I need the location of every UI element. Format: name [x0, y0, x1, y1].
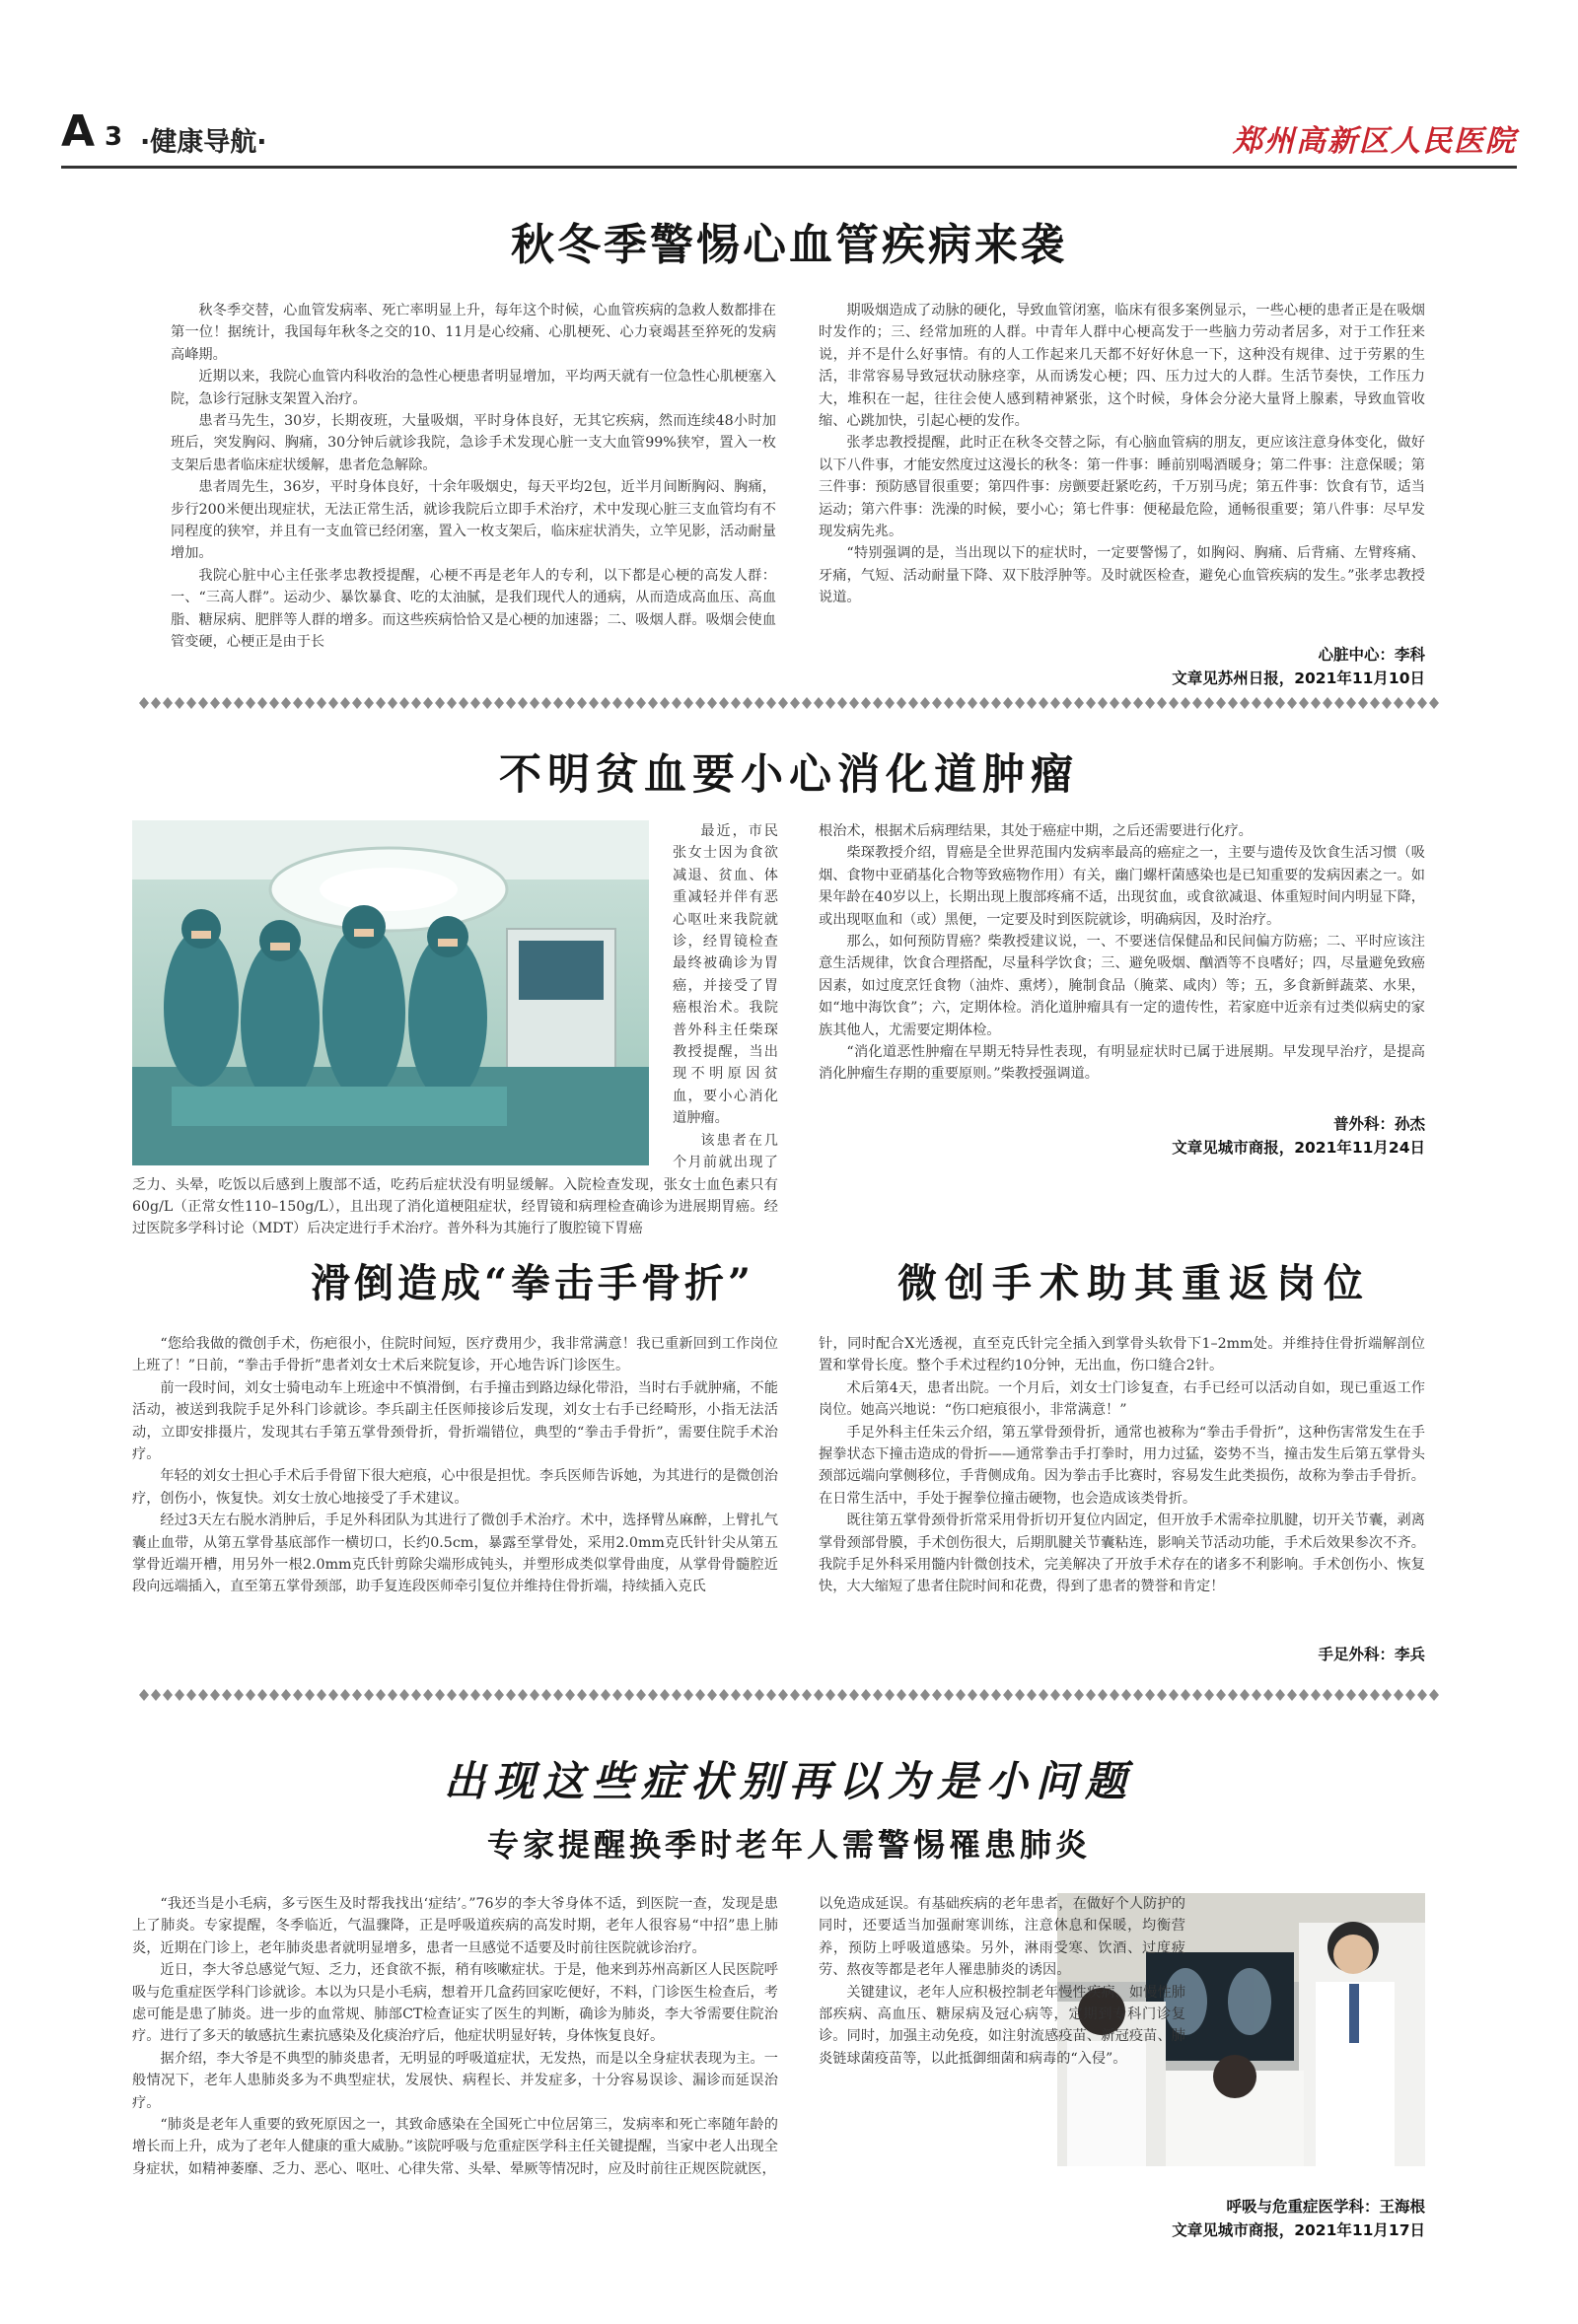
- byline-dept: 普外科：孙杰: [1332, 1115, 1425, 1133]
- byline: [888, 2195, 1425, 2242]
- paragraph: 据介绍，李大爷是不典型的肺炎患者，无明显的呼吸道症状，无发热，而是以全身症状表现为主。一般情况下，老年人患肺炎多为不典型症状，发展快、病程长、并发症多，十分容易误诊、漏诊而延误治疗。: [132, 2050, 778, 2111]
- article-column-right: [819, 1333, 1425, 1598]
- paragraph: 经过3天左右脱水消肿后，手足外科团队为其进行了微创手术治疗。术中，选择臂丛麻醉，上臂扎气囊止血带，从第五掌骨基底部作一横切口，长约0.5cm，暴露至掌骨处，采用2.0mm克氏针针尖从第五掌骨近端开槽，用另外一根2.0mm克氏针剪除尖端形成钝头，并塑形成类似掌骨曲度，从掌骨骨髓腔近段向远端插入，直至第五掌骨颈部，助手复连段医师牵引复位并维持住骨折端，持续插入克氏: [132, 1513, 778, 1595]
- divider: [138, 696, 1440, 710]
- byline-dept: 呼吸与危重症医学科：王海根: [1226, 2198, 1425, 2216]
- article-title: 不明贫血要小心消化道肿瘤: [499, 750, 1079, 800]
- photo-float-spacer: [1185, 1893, 1425, 2176]
- hospital-logo-text: 郑州高新区人民医院: [1233, 124, 1517, 159]
- section-name: ·健康导航·: [140, 127, 267, 158]
- paragraph: “肺炎是老年人重要的致死原因之一，其致命感染在全国死亡中位居第三，发病率和死亡率随年龄的增长而上升，成为了老年人健康的重大威胁。”该院呼吸与危重症医学科主任关键提醒，当家中老人出现全身症状，如精神萎靡、乏力、恶心、呕吐、心律失常、头晕、晕厥等情况时，应及时前往正规医院就医，: [132, 2117, 778, 2177]
- byline-dept: 手足外科：李兵: [1318, 1646, 1425, 1663]
- paragraph: 针，同时配合X光透视，直至克氏针完全插入到掌骨头软骨下1–2mm处。并维持住骨折端解剖位置和掌骨长度。整个手术过程约10分钟，无出血，伤口缝合2针。: [819, 1336, 1425, 1374]
- paragraph: 关键建议，老年人应积极控制老年慢性疾病，如慢性肺部疾病、高血压、糖尿病及冠心病等，定期到专科门诊复诊。同时，加强主动免疫，如注射流感疫苗、新冠疫苗、肺炎链球菌疫苗等，以此抵御细菌和病毒的“入侵”。: [819, 1984, 1185, 2067]
- page-letter: A: [61, 106, 94, 157]
- paragraph: 期吸烟造成了动脉的硬化，导致血管闭塞，临床有很多案例显示，一些心梗的患者正是在吸烟时发作的；三、经常加班的人群。中青年人群中心梗高发于一些脑力劳动者居多，对于工作狂来说，并不是什么好事情。有的人工作起来几天都不好好休息一下，这种没有规律、过于劳累的生活，非常容易导致冠状动脉痉挛，从而诱发心梗；四、压力过大的人群。生活节奏快，工作压力大，堆积在一起，往往会使人感到精神紧张，这个时候，身体会分泌大量肾上腺素，导致血管收缩、心跳加快，引起心梗的发作。: [819, 303, 1425, 430]
- paragraph: 以免造成延误。有基础疾病的老年患者，在做好个人防护的同时，还要适当加强耐寒训练，注意休息和保暖，均衡营养，预防上呼吸道感染。另外，淋雨受寒、饮酒、过度疲劳、熬夜等都是老年人罹患肺炎的诱因。: [819, 1896, 1185, 1979]
- page-number: 3: [105, 122, 123, 152]
- divider-pattern: [138, 1688, 1440, 1702]
- paragraph: 最近，市民张女士因为食欲减退、贫血、体重减轻并伴有恶心呕吐来我院就诊，经胃镜检查最终被确诊为胃癌，并接受了胃癌根治术。我院普外科主任柴琛教授提醒，当出现不明原因贫血，要小心消化道肿瘤。: [673, 823, 778, 1127]
- article-title-right: 微创手术助其重返岗位: [897, 1260, 1371, 1306]
- article-title-left: 滑倒造成“拳击手骨折”: [310, 1260, 754, 1306]
- byline: [888, 643, 1425, 690]
- paragraph: 该患者在几个月前就出现了乏力、头晕，吃饭以后感到上腹部不适，吃药后症状没有明显缓解。入院检查发现，张女士血色素只有60g/L（正常女性110–150g/L），且出现了消化道梗阻症状，经胃镜和病理检查确诊为进展期胃癌。经过医院多学科讨论（MDT）后决定进行手术治疗。普外科为其施行了腹腔镜下胃癌: [132, 1132, 778, 1237]
- paragraph: 手足外科主任朱云介绍，第五掌骨颈骨折，通常也被称为“拳击手骨折”，这种伤害常发生在手握拳状态下撞击造成的骨折——通常拳击手打拳时，用力过猛，姿势不当，撞击发生后第五掌骨头颈部远端向掌侧移位，手背侧成角。因为拳击手比赛时，容易发生此类损伤，故称为拳击手骨折。在日常生活中，手处于握拳位撞击硬物，也会造成该类骨折。: [819, 1424, 1425, 1507]
- article-column-right: [819, 1893, 1425, 2176]
- paragraph: 柴琛教授介绍，胃癌是全世界范围内发病率最高的癌症之一，主要与遗传及饮食生活习惯（吸烟、食物中亚硝基化合物等致癌物作用）有关，幽门螺杆菌感染也是已知重要的发病因素之一。如果年龄在40岁以上，长期出现上腹部疼痛不适，出现贫血，或食欲减退、体重短时间内明显下降，或出现呕血和（或）黑便，一定要及时到医院就诊，明确病因，及时治疗。: [819, 845, 1425, 928]
- paragraph: 近日，李大爷总感觉气短、乏力，还食欲不振，稍有咳嗽症状。于是，他来到苏州高新区人民医院呼吸与危重症医学科门诊就诊。本以为只是小毛病，想着开几盒药回家吃便好，不料，门诊医生检查后，考虑可能是患了肺炎。进一步的血常规、肺部CT检查证实了医生的判断，确诊为肺炎，李大爷需要住院治疗。进行了多天的敏感抗生素抗感染及化痰治疗后，他症状明显好转，身体恢复良好。: [132, 1962, 778, 2045]
- article-column-right: [819, 820, 1425, 1086]
- page-header: [61, 106, 1517, 166]
- article-title: 出现这些症状别再以为是小问题: [443, 1757, 1134, 1805]
- paragraph: 患者马先生，30岁，长期夜班，大量吸烟，平时身体良好，无其它疾病，然而连续48小时加班后，突发胸闷、胸痛，30分钟后就诊我院，急诊手术发现心脏一支大血管99%狭窄，置入一枚支架后患者临床症状缓解，患者危急解除。: [171, 413, 776, 473]
- paragraph: 患者周先生，36岁，平时身体良好，十余年吸烟史，每天平均2包，近半月间断胸闷、胸痛，步行200米便出现症状，无法正常生活，就诊我院后立即手术治疗，术中发现心脏三支血管均有不同程度的狭窄，并且有一支血管已经闭塞，置入一枚支架后，临床症状消失，立竿见影，活动耐量增加。: [171, 479, 776, 562]
- byline-source: 文章见苏州日报，2021年11月10日: [1172, 669, 1425, 687]
- paragraph: “您给我做的微创手术，伤疤很小，住院时间短，医疗费用少，我非常满意！我已重新回到工作岗位上班了！”日前，“拳击手骨折”患者刘女士术后来院复诊，开心地告诉门诊医生。: [132, 1336, 778, 1374]
- paragraph: “我还当是小毛病，多亏医生及时帮我找出‘症结’。”76岁的李大爷身体不适，到医院一查，发现是患上了肺炎。专家提醒，冬季临近，气温骤降，正是呼吸道疾病的高发时期，老年人很容易“中招”患上肺炎，近期在门诊上，老年肺炎患者就明显增多，患者一旦感觉不适要及时前往医院就诊治疗。: [132, 1896, 778, 1956]
- byline-source: 文章见城市商报，2021年11月24日: [1172, 1139, 1425, 1157]
- byline-dept: 心脏中心：李科: [1318, 646, 1425, 664]
- paragraph: 术后第4天，患者出院。一个月后，刘女士门诊复查，右手已经可以活动自如，现已重返工作岗位。她高兴地说：“伤口疤痕很小，非常满意！”: [819, 1379, 1425, 1419]
- paragraph: 那么，如何预防胃癌？柴教授建议说，一、不要迷信保健品和民间偏方防癌；二、平时应该注意生活规律，饮食合理搭配，尽量科学饮食；三、避免吸烟、酗酒等不良嗜好；四，尽量避免致癌因素，如过度烹饪食物（油炸、熏烤），腌制食品（腌菜、咸肉）等；五，多食新鲜蔬菜、水果，如“地中海饮食”；六，定期体检。消化道肿瘤具有一定的遗传性，若家庭中近亲有过类似病史的家族其他人，尤需要定期体检。: [819, 934, 1425, 1038]
- article-subtitle: 专家提醒换季时老年人需警惕罹患肺炎: [486, 1826, 1091, 1864]
- article-column-left: [132, 820, 778, 1240]
- byline: [888, 1112, 1425, 1160]
- divider: [138, 1688, 1440, 1702]
- paragraph: 张孝忠教授提醒，此时正在秋冬交替之际，有心脑血管病的朋友，更应该注意身体变化，做好以下八件事，才能安然度过这漫长的秋冬：第一件事：睡前别喝酒暖身；第二件事：注意保暖；第三件事：预防感冒很重要；第四件事：房颤要赶紧吃药，千万别马虎；第五件事：饮食有节，适当运动；第六件事：洗澡的时候，要小心；第七件事：便秘最危险，通畅很重要；第八件事：尽早发现发病先兆。: [819, 435, 1425, 540]
- article-column-left: [171, 300, 776, 654]
- photo-float-spacer: [132, 820, 673, 1173]
- article-title: 秋冬季警惕心血管疾病来袭: [511, 220, 1067, 270]
- paragraph: 秋冬季交替，心血管发病率、死亡率明显上升，每年这个时候，心血管疾病的急救人数都排在第一位！据统计，我国每年秋冬之交的10、11月是心绞痛、心肌梗死、心力衰竭甚至猝死的发病高峰期。: [171, 303, 776, 363]
- article-column-right: [819, 300, 1425, 609]
- paragraph: “特别强调的是，当出现以下的症状时，一定要警惕了，如胸闷、胸痛、后背痛、左臂疼痛、牙痛，气短、活动耐量下降、双下肢浮肿等。及时就医检查，避免心血管疾病的发生。”张孝忠教授说道。: [819, 545, 1425, 606]
- article-column-left: [132, 1333, 778, 1598]
- paragraph: 前一段时间，刘女士骑电动车上班途中不慎滑倒，右手撞击到路边绿化带沿，当时右手就肿痛，不能活动，被送到我院手足外科门诊就诊。李兵副主任医师接诊后发现，刘女士右手已经畸形，小指无法活动，立即安排摄片，发现其右手第五掌骨颈骨折，骨折端错位，典型的“拳击手骨折”，需要住院手术治疗。: [132, 1379, 778, 1463]
- article-column-left: [132, 1893, 778, 2180]
- paragraph: 根治术，根据术后病理结果，其处于癌症中期，之后还需要进行化疗。: [819, 823, 1253, 839]
- byline-source: 文章见城市商报，2021年11月17日: [1172, 2221, 1425, 2239]
- byline: [888, 1643, 1425, 1666]
- header-rule: [61, 166, 1517, 169]
- divider-pattern: [138, 696, 1440, 710]
- paragraph: 既往第五掌骨颈骨折常采用骨折切开复位内固定，但开放手术需牵拉肌腱，切开关节囊，剥离掌骨颈部骨膜，手术创伤很大，后期肌腱关节囊粘连，影响关节活动功能，手术后效果参次不齐。我院手足外科采用髓内针微创技术，完美解决了开放手术存在的诸多不利影响。手术创伤小、恢复快，大大缩短了患者住院时间和花费，得到了患者的赞誉和肯定！: [819, 1513, 1425, 1595]
- paragraph: “消化道恶性肿瘤在早期无特异性表现，有明显症状时已属于进展期。早发现早治疗，是提高消化肿瘤生存期的重要原则。”柴教授强调道。: [819, 1044, 1425, 1083]
- paragraph: 近期以来，我院心血管内科收治的急性心梗患者明显增加，平均两天就有一位急性心肌梗塞入院，急诊行冠脉支架置入治疗。: [171, 369, 776, 407]
- paragraph: 年轻的刘女士担心手术后手骨留下很大疤痕，心中很是担忧。李兵医师告诉她，为其进行的是微创治疗，创伤小，恢复快。刘女士放心地接受了手术建议。: [132, 1468, 778, 1507]
- paragraph: 我院心脏中心主任张孝忠教授提醒，心梗不再是老年人的专利，以下都是心梗的高发人群：一、“三高人群”。运动少、暴饮暴食、吃的太油腻，是我们现代人的通病，从而造成高血压、高血脂、糖尿病、肥胖等人群的增多。而这些疾病恰恰又是心梗的加速器；二、吸烟人群。吸烟会使血管变硬，心梗正是由于长: [171, 567, 776, 651]
